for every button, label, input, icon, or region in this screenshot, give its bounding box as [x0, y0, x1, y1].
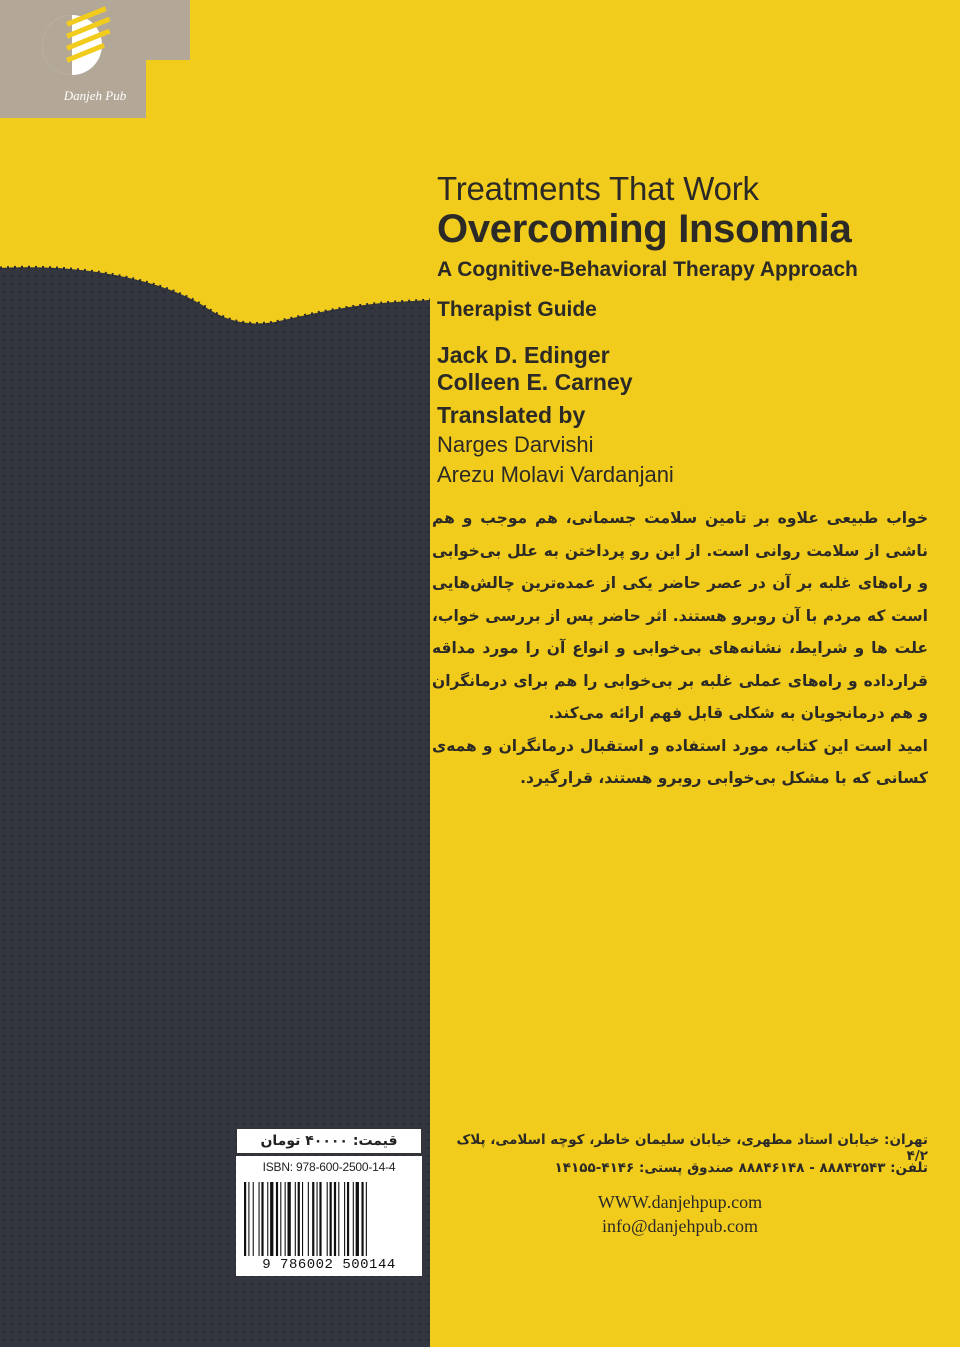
publisher-logo	[0, 0, 190, 122]
publisher-email: info@danjehpub.com	[601, 1216, 759, 1236]
translator-name: Arezu Molavi Vardanjani	[437, 462, 674, 487]
description-paragraph: امید است این کتاب، مورد استفاده و استقبال درمانگران و همه‌ی کسانی که با مشکل بی‌خوابی روبرو هستند، قرارگیرد.	[432, 736, 928, 787]
description-paragraph: خواب طبیعی علاوه بر تامین سلامت جسمانی، هم موجب و هم ناشی از سلامت روانی است. از این رو پرداختن به علل بی‌خوابی و راه‌های غلبه بر آن در عصر حاضر یکی از عمده‌ترین چالش‌هایی است که مردم با آن روبرو هستند. اثر حاضر پس از بررسی خواب، علت ها و شرایط، نشانه‌های بی‌خوابی و انواع آن را مورد مداقه قرارداده و راه‌های عملی غلبه بر بی‌خوابی را هم برای درمانگران و هم درمانجویان به شکلی قابل فهم ارائه می‌کند.	[432, 509, 928, 722]
series-name: Treatments That Work	[437, 170, 759, 207]
publisher-website: WWW.danjehpup.com	[597, 1192, 763, 1212]
translated-by-label: Translated by	[437, 402, 586, 428]
book-subtitle: A Cognitive-Behavioral Therapy Approach	[437, 258, 858, 281]
barcode-digits: 9 786002 500144	[236, 1256, 422, 1276]
book-description	[432, 502, 928, 795]
translator-name: Narges Darvishi	[437, 432, 594, 457]
isbn-number: ISBN: 978-600-2500-14-4	[236, 1156, 422, 1178]
barcode-icon	[236, 1178, 422, 1260]
publisher-address: تهران: خیابان استاد مطهری، خیابان سلیمان خاطر، کوچه اسلامی، پلاک ۴/۲	[456, 1132, 928, 1164]
publisher-logo-caption: Danjeh Pub	[63, 88, 127, 103]
publisher-phone: تلفن: ۸۸۸۴۲۵۴۳ - ۸۸۸۴۶۱۴۸ صندوق پستی: ۴۱۴۶-۱۴۱۵۵	[554, 1160, 928, 1176]
author-name: Colleen E. Carney	[437, 369, 633, 395]
guide-label: Therapist Guide	[437, 298, 597, 321]
book-title: Overcoming Insomnia	[437, 207, 852, 251]
barcode	[236, 1178, 422, 1260]
author-name: Jack D. Edinger	[437, 342, 610, 368]
price-label: قیمت: ۴۰۰۰۰ تومان	[236, 1128, 422, 1154]
